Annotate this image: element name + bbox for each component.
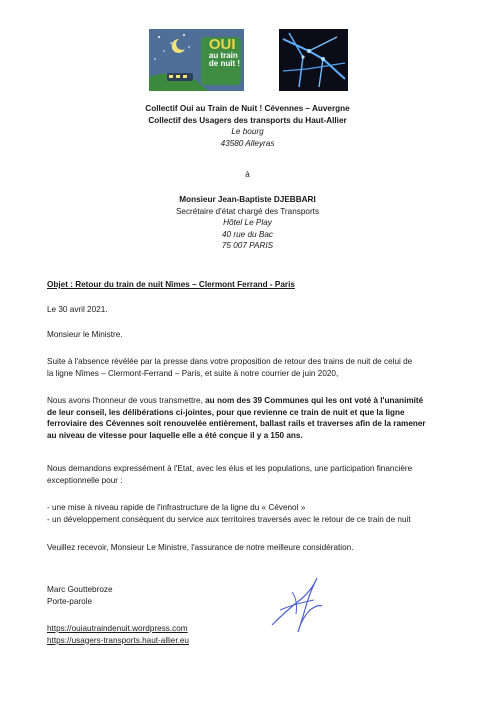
handwritten-signature (262, 570, 332, 640)
signer-name: Marc Gouttebroze (47, 585, 113, 594)
paragraph-3 (47, 463, 467, 486)
recipient-name: Monsieur Jean-Baptiste DJEBBARI (179, 195, 316, 204)
bullet-list (47, 502, 467, 525)
paragraph-2-line-2: de leur conseil, les délibérations ci-jointes, pour que revienne ce train de nuit et que la ligne (47, 407, 405, 417)
sender-block (0, 103, 495, 149)
logo-text (209, 37, 240, 68)
rail-map-icon (279, 29, 348, 91)
rail-network-logo (279, 29, 348, 91)
closing-line: Veuillez recevoir, Monsieur Le Ministre, l'assurance de notre meilleure considération. (47, 543, 354, 552)
to-word: à (245, 170, 250, 179)
recipient-address-3: 75 007 PARIS (221, 241, 274, 251)
signer-role: Porte-parole (47, 596, 93, 606)
logo-text-de-nuit: de nuit ! (208, 59, 240, 68)
recipient-title: Secrétaire d'état chargé des Transports (175, 206, 320, 216)
website-link-1[interactable]: https://ouiautraindenuit.wordpress.com (47, 624, 188, 633)
paragraph-1 (47, 356, 467, 379)
oui-au-train-de-nuit-logo (149, 29, 244, 91)
sender-address-1: Le bourg (231, 127, 264, 137)
sender-address-2: 43580 Alleyras (220, 138, 275, 148)
logo-text-oui: OUI (208, 36, 236, 53)
links-block (47, 623, 467, 646)
list-item: - une mise à niveau rapide de l'infrastructure de la ligne du « Cévenol » (47, 503, 306, 512)
paragraph-1-line-1: Suite à l'absence révélée par la presse dans votre proposition de retour des trains de nuit de celui de (47, 357, 413, 366)
paragraph-2-line-3: ferroviaire des Cévennes soit renouvelée entièrement, ballast rails et traverses afin de la ramener (47, 419, 426, 429)
paragraph-2-bold-start: au nom des 39 Communes qui les ont voté à l'unanimité (205, 396, 424, 405)
logo-text-au-train: au train (208, 51, 238, 60)
sender-org-2: Collectif des Usagers des transports du Haut-Allier (148, 115, 347, 125)
letter-date: Le 30 avril 2021. (47, 305, 108, 314)
list-item: - un développement conséquent du service aux territoires traversés avec le retour de ce train de nuit (47, 514, 411, 524)
sender-org-1: Collectif Oui au Train de Nuit ! Cévennes – Auvergne (145, 104, 350, 113)
paragraph-3-line-1: Nous demandons expressément à l'Etat, avec les élus et les populations, une participation financière (47, 464, 413, 473)
paragraph-3-line-2: exceptionnelle pour : (47, 475, 123, 485)
salutation: Monsieur le Ministre. (47, 330, 123, 339)
paragraph-2 (47, 395, 467, 441)
recipient-address-1: Hôtel Le Play (223, 218, 272, 228)
signer-block (47, 584, 467, 607)
paragraph-1-line-2: la ligne Nîmes – Clermont-Ferrand – Paris, et suite à notre courrier de juin 2020, (47, 368, 339, 378)
paragraph-2-intro: Nous avons l'honneur de vous transmettre, (47, 396, 206, 405)
recipient-block (0, 194, 495, 252)
website-link-2[interactable]: https://usagers-transports.haut-allier.eu (47, 635, 189, 645)
header-logos (149, 29, 347, 91)
recipient-address-2: 40 rue du Bac (222, 229, 273, 239)
paragraph-2-line-1 (47, 395, 467, 407)
paragraph-2-line-4: au niveau de vitesse pour laquelle elle a été conçue il y a 150 ans. (47, 430, 303, 440)
letter-object: Objet : Retour du train de nuit Nîmes – Clermont Ferrand - Paris (47, 280, 295, 289)
